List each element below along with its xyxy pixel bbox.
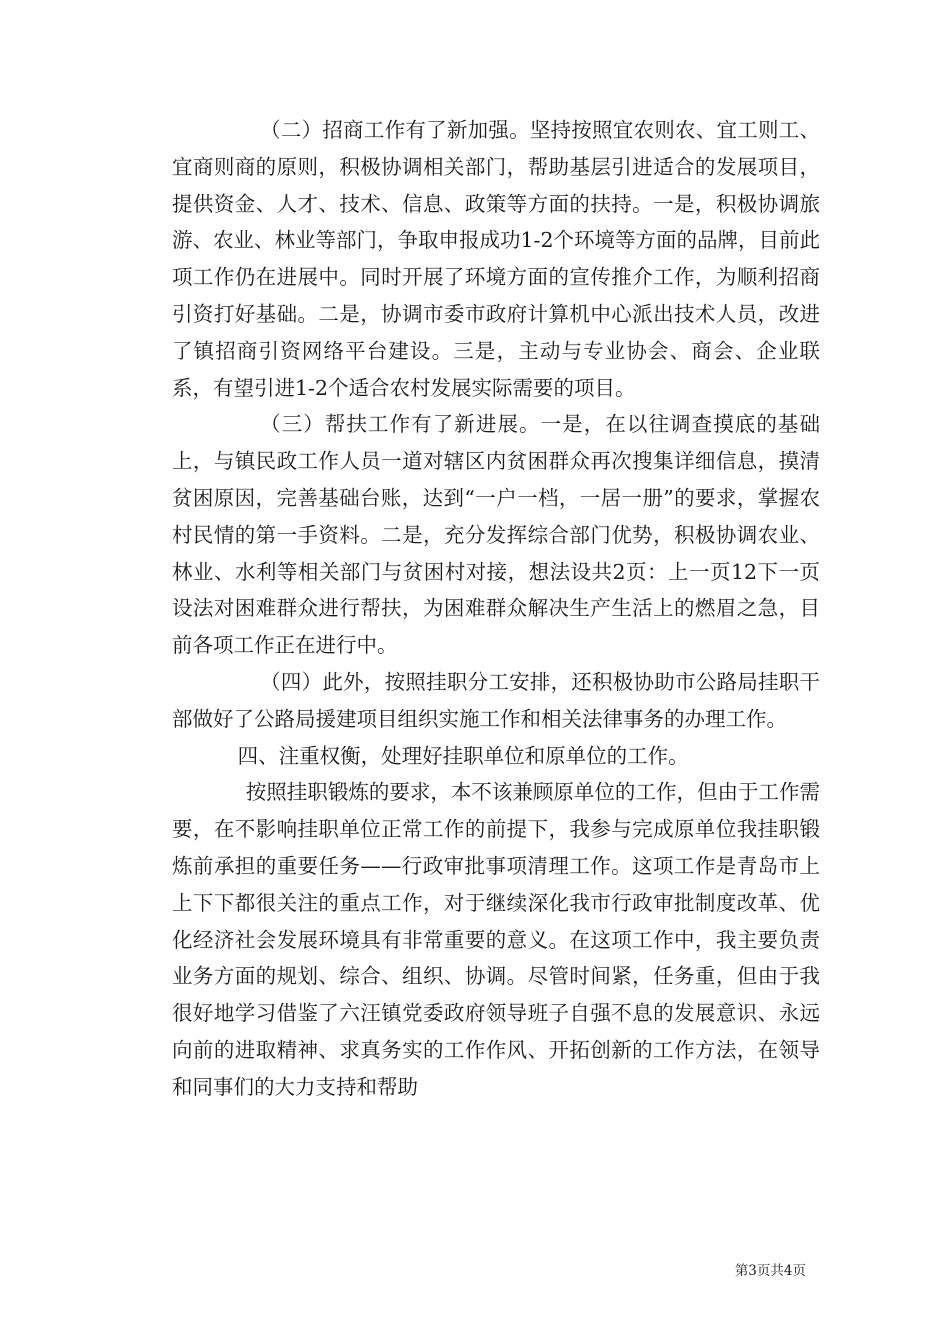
paragraph-original-unit: 按照挂职锻炼的要求，本不该兼顾原单位的工作，但由于工作需要，在不影响挂职单位正常工作的前提下，我参与完成原单位我挂职锻炼前承担的重要任务——行政审批事项清理工作。这项工作是青岛市上上下下都很关注的重点工作，对于继续深化我市行政审批制度改革、优化经济社会发展环境具有非常重要的意义。在这项工作中，我主要负责业务方面的规划、综合、组织、协调。尽管时间紧，任务重，但由于我很好地学习借鉴了六汪镇党委政府领导班子自强不息的发展意识、永远向前的进取精神、求真务实的工作作风、开拓创新的工作方法，在领导和同事们的大力支持和帮助	[172, 780, 820, 1099]
paragraph-investment: （二）招商工作有了新加强。坚持按照宜农则农、宜工则工、宜商则商的原则，积极协调相关部门，帮助基层引进适合的发展项目，提供资金、人才、技术、信息、政策等方面的扶持。一是，积极协调旅游、农业、林业等部门，争取申报成功1-2个环境等方面的品牌，目前此项工作仍在进展中。同时开展了环境方面的宣传推介工作，为顺利招商引资打好基础。二是，协调市委市政府计算机中心派出技术人员，改进了镇招商引资网络平台建设。三是，主动与专业协会、商会、企业联系，有望引进1-2个适合农村发展实际需要的项目。	[172, 118, 821, 400]
paragraph-assistance: （三）帮扶工作有了新进展。一是，在以往调查摸底的基础上，与镇民政工作人员一道对辖区内贫困群众再次搜集详细信息，摸清贫困原因，完善基础台账，达到“一户一档，一居一册”的要求，掌握农村民情的第一手资料。二是，充分发挥综合部门优势，积极协调农业、林业、水利等相关部门与贫困村对接，想法设共2页：上一页12下一页设法对困难群众进行帮扶，为困难群众解决生产生活上的燃眉之急，目前各项工作正在进行中。	[172, 412, 820, 658]
section-heading: 四、注重权衡，处理好挂职单位和原单位的工作。	[237, 743, 689, 768]
page-number-footer: 第3页共4页	[734, 1263, 806, 1279]
document-body	[172, 112, 820, 1106]
paragraph-other-work: （四）此外，按照挂职分工安排，还积极协助市公路局挂职干部做好了公路局援建项目组织实施工作和相关法律事务的办理工作。	[172, 669, 820, 731]
